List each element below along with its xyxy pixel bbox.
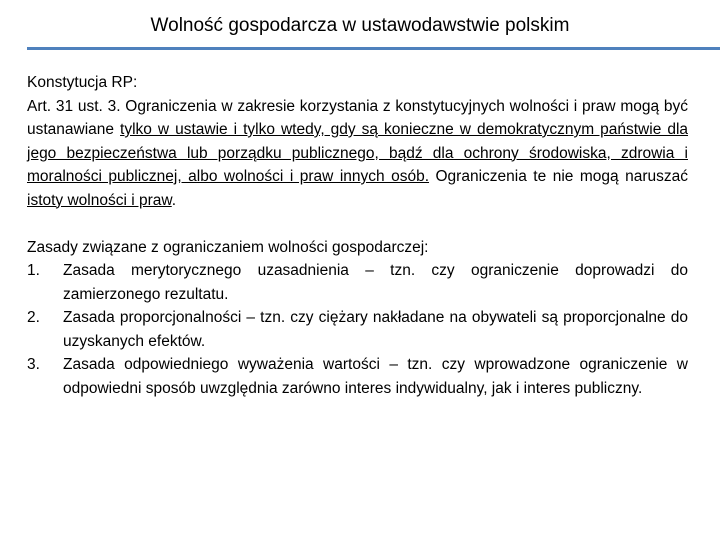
list-item-text: Zasada merytorycznego uzasadnienia – tzn. czy ograniczenie doprowadzi do zamierzonego rezultatu. [63,262,688,303]
list-item-number: 1. [27,262,40,279]
principles-list [27,259,688,400]
list-item [27,259,688,306]
article-reference: Art. 31 ust. 3. [27,97,121,115]
article-underlined-conditions: tylko w ustawie i tylko wtedy, gdy są konieczne w demokratycznym państwie dla jego bezpieczeństwa lub porządku publicznego, bądź dla ochrony środowiska, zdrowia i moralności publicznej, albo wolności i praw innych osób. [27,121,689,185]
article-text-part-3: . [171,191,177,209]
list-item-number: 3. [27,356,40,373]
title-divider [27,47,720,50]
slide-content [27,71,688,400]
list-item-text: Zasada proporcjonalności – tzn. czy ciężary nakładane na obywateli są proporcjonalne do uzyskanych efektów. [63,309,688,350]
article-text-part-2: Ograniczenia te nie mogą naruszać [429,168,688,185]
list-item-number: 2. [27,309,40,326]
slide-title: Wolność gospodarcza w ustawodawstwie polskim [150,15,570,36]
list-item [27,306,688,353]
article-underlined-essence: istoty wolności i praw [27,191,172,209]
paragraph-spacer [27,212,688,236]
principles-heading: Zasady związane z ograniczaniem wolności gospodarczej: [27,238,429,256]
list-item [27,353,688,400]
list-item-text: Zasada odpowiedniego wyważenia wartości – tzn. czy wprowadzone ograniczenie w odpowiedni sposób uwzględnia zarówno interes indywidualny, jak i interes publiczny. [63,356,688,397]
article-text-part-1: Ograniczenia w zakresie korzystania z konstytucyjnych wolności i praw mogą być ustanawiane [27,97,688,138]
constitution-heading: Konstytucja RP: [27,74,138,91]
constitution-article-text [27,95,688,213]
